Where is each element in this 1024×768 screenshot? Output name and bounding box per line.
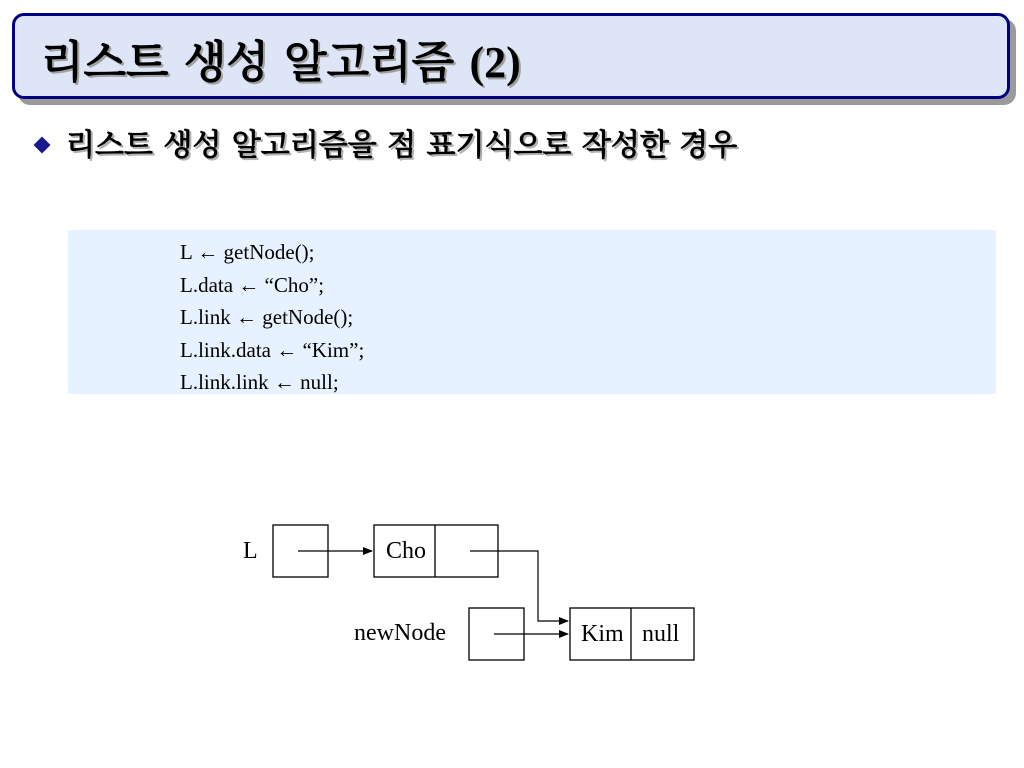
pointer-label-newNode: newNode (354, 620, 446, 646)
pointer-label-L: L (243, 538, 258, 564)
code-line: L.data ← “Cho”; (180, 272, 325, 297)
node2-link: null (642, 621, 680, 647)
code-line: L.link.link ← null; (180, 370, 339, 394)
code-line: L ← getNode(); (180, 240, 315, 264)
bullet-text: 리스트 생성 알고리즘을 점 표기식으로 작성한 경우 (66, 128, 738, 163)
arrow-node1-to-node2 (470, 551, 568, 621)
node1-data: Cho (386, 538, 427, 564)
code-line: L.link ← getNode(); (180, 305, 354, 329)
title-main: 리스트 생성 알고리즘 (41, 37, 455, 88)
node2-data: Kim (581, 621, 624, 647)
code-line: L.link.data ← “Kim”; (180, 337, 365, 362)
title-number: (2) (469, 38, 521, 87)
